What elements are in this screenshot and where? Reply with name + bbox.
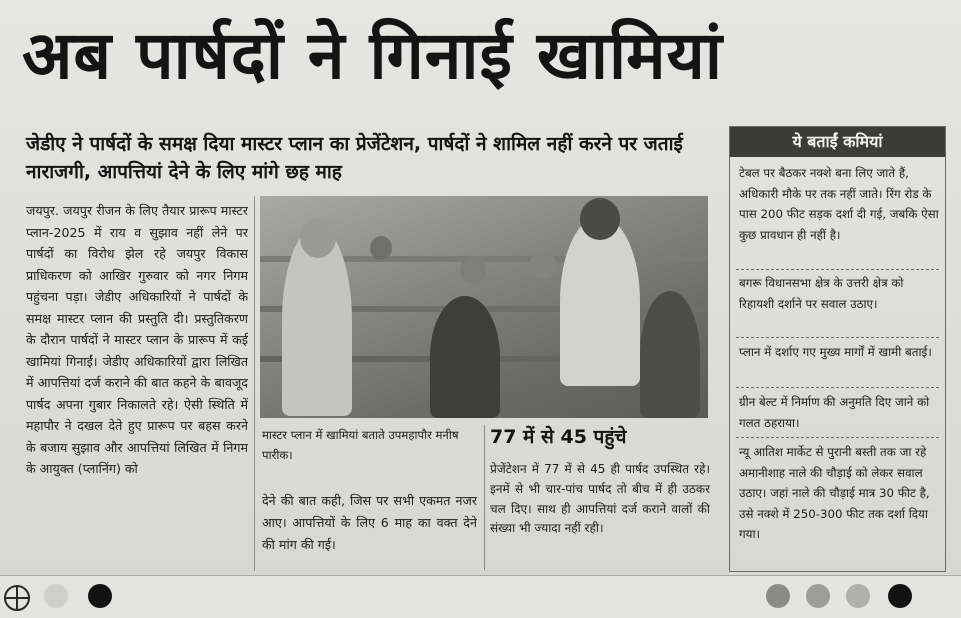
sidebar-story-text: प्रेजेंटेशन में 77 में से 45 ही पार्षद उपस्थित रहे। इनमें से भी चार-पांच पार्षद तो बीच में ही उठकर चल दिए। साथ ही आपत्तियां दर्ज कराने वालों की संख्या भी ज्यादा नहीं रही। — [490, 462, 710, 536]
council-meeting-photo — [260, 196, 708, 418]
column-divider — [254, 196, 255, 571]
subheadline: जेडीए ने पार्षदों के समक्ष दिया मास्टर प्लान का प्रेजेंटेशन, पार्षदों ने शामिल नहीं करने पर जताई नाराजगी, आपत्तियां देने के लिए मांगे छह माह — [26, 133, 683, 183]
item-divider — [736, 269, 939, 270]
shortcoming-item: न्यू आतिश मार्केट से पुरानी बस्ती तक जा रहे अमानीशाह नाले की चौड़ाई को लेकर सवाल उठाए। जहां नाले की चौड़ाई मात्र 30 फीट है, उसे नक्शे में 250-300 फीट तक दर्शा दिया गया। — [739, 445, 930, 542]
registration-dot-icon — [806, 584, 830, 608]
shortcomings-box-title: ये बताईं कमियां — [730, 127, 945, 157]
article-column-2: देने की बात कही, जिस पर सभी एकमत नजर आए। आपत्तियों के लिए 6 माह का वक्त देने की मांग की गई। — [262, 493, 477, 552]
item-divider — [736, 437, 939, 438]
shortcoming-item: बगरू विधानसभा क्षेत्र के उत्तरी क्षेत्र को रिहायशी दर्शाने पर सवाल उठाए। — [739, 276, 904, 311]
registration-dot-icon — [766, 584, 790, 608]
item-divider — [736, 387, 939, 388]
photo-caption: मास्टर प्लान में खामियां बताते उपमहापौर मनीष पारीक। — [262, 428, 459, 462]
registration-dot-icon — [846, 584, 870, 608]
shortcoming-item: टेबल पर बैठकर नक्शे बना लिए जाते हैं, अधिकारी मौके पर तक नहीं जाते। रिंग रोड के पास 200 फीट सड़क दर्शा दी गई, जबकि ऐसा कुछ प्रावधान ही नहीं है। — [739, 166, 939, 242]
shortcoming-item: प्लान में दर्शाए गए मुख्य मार्गों में खामी बताई। — [739, 345, 932, 359]
registration-dot-icon — [88, 584, 112, 608]
shortcoming-item: ग्रीन बेल्ट में निर्माण की अनुमति दिए जाने को गलत ठहराया। — [739, 395, 930, 430]
registration-dot-icon — [888, 584, 912, 608]
column-divider — [484, 425, 485, 570]
article-column-1: जयपुर. जयपुर रीजन के लिए तैयार प्रारूप मास्टर प्लान-2025 में राय व सुझाव नहीं लेने पर पार्षदों का विरोध झेल रहे जयपुर विकास प्राधिकरण को आखिर गुरुवार को नगर निगम पहुंचना पड़ा। जेडीए अधिकारियों ने पार्षदों के समक्ष मास्टर प्लान की प्रस्तुति दी। प्रस्तुतिकरण के दौरान पार्षदों ने मास्टर प्लान के प्रारूप में कई खामियां गिनाईं। जेडीए अधिकारियों द्वारा लिखित में आपत्तियां दर्ज कराने की बात कहने के बावजूद पार्षद अपना गुबार निकालते रहे। ऐसी स्थिति में महापौर ने दखल देते हुए प्रारूप पर बहस करने के बजाय सुझाव और आपत्तियां लिखित में निगम के आयुक्त (प्लानिंग) को — [26, 203, 248, 476]
registration-dot-icon — [44, 584, 68, 608]
item-divider — [736, 337, 939, 338]
sidebar-story-heading: 77 में से 45 पहुंचे — [490, 426, 627, 448]
shortcomings-box — [729, 126, 946, 572]
registration-crosshair-icon — [4, 585, 30, 611]
headline: अब पार्षदों ने गिनाई खामियां — [22, 17, 723, 94]
